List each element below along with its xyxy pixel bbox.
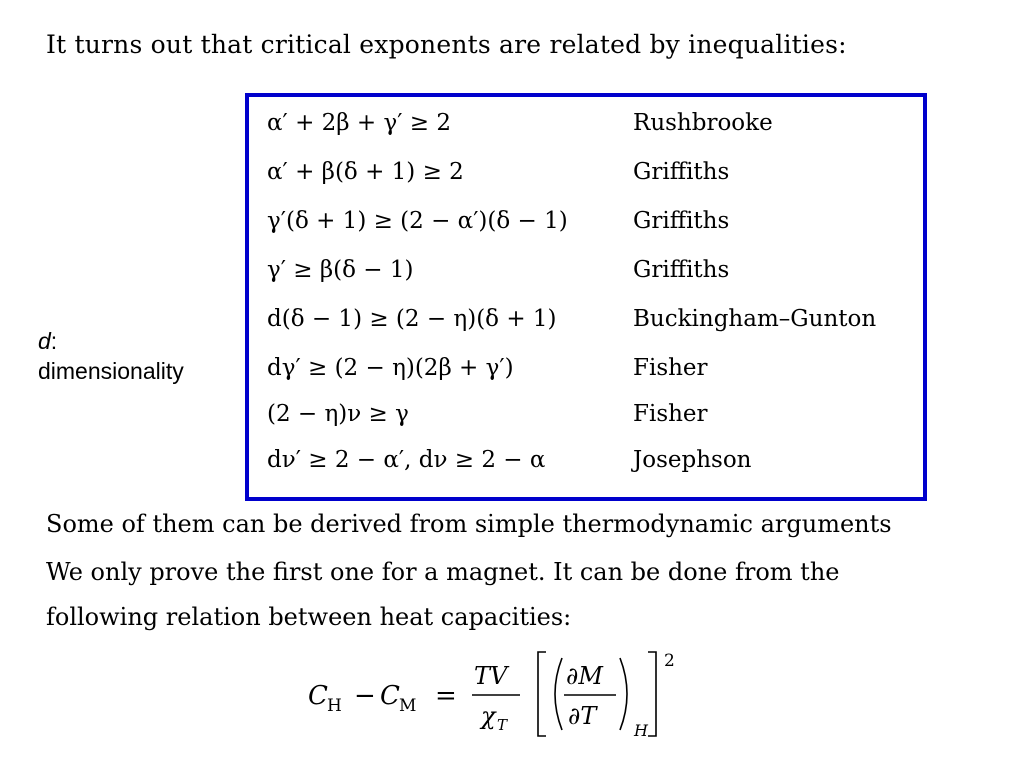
inequality-name: Fisher [633, 355, 708, 381]
dimension-colon: : [50, 328, 58, 354]
dimensionality-label: dimensionality [38, 358, 184, 384]
inequality-name: Josephson [633, 447, 752, 473]
body-line-3: following relation between heat capacities: [46, 603, 572, 631]
body-line-2: We only prove the first one for a magnet. It can be done from the [46, 558, 840, 586]
inequality-row-buckingham-gunton [249, 299, 923, 339]
dimensionality-symbol-line [38, 326, 184, 356]
inequality-row-griffiths-3 [249, 250, 923, 290]
dimension-symbol: d [38, 328, 51, 354]
inequality-name: Rushbrooke [633, 110, 773, 136]
inequality-formula: (2 − η)ν ≥ γ [267, 401, 409, 427]
eq-left-bracket [538, 652, 546, 736]
inequality-row-josephson [249, 440, 923, 480]
slide-title: It turns out that critical exponents are related by inequalities: [46, 30, 847, 59]
inequality-name: Griffiths [633, 257, 730, 283]
eq-left-paren [555, 658, 562, 730]
eq-held-constant: H [634, 721, 648, 740]
eq-right-paren [620, 658, 627, 730]
inequality-row-griffiths-2 [249, 201, 923, 241]
eq-derivative-numerator: ∂M [566, 662, 603, 690]
body-line-1: Some of them can be derived from simple thermodynamic arguments [46, 510, 892, 538]
inequality-name: Griffiths [633, 159, 730, 185]
eq-frac-numerator: TV [474, 662, 508, 690]
inequality-row-griffiths-1 [249, 152, 923, 192]
eq-derivative-denominator: ∂T [568, 702, 597, 730]
inequality-name: Buckingham–Gunton [633, 306, 877, 332]
eq-frac-denominator-subscript: T [497, 716, 508, 734]
eq-power: 2 [664, 651, 675, 671]
inequality-formula: dγ′ ≥ (2 − η)(2β + γ′) [267, 355, 514, 381]
inequality-name: Griffiths [633, 208, 730, 234]
inequality-formula: d(δ − 1) ≥ (2 − η)(δ + 1) [267, 306, 557, 332]
eq-frac-denominator: χ [481, 702, 496, 730]
heat-capacity-equation [300, 646, 720, 746]
eq-minus: − [354, 681, 376, 711]
eq-c-h-subscript: H [327, 696, 342, 716]
inequality-formula: α′ + β(δ + 1) ≥ 2 [267, 159, 464, 185]
eq-c-m-subscript: M [399, 696, 417, 716]
eq-c-m: C [380, 681, 400, 711]
eq-equals: = [435, 681, 457, 711]
inequality-formula: α′ + 2β + γ′ ≥ 2 [267, 110, 451, 136]
inequality-row-fisher-2 [249, 394, 923, 434]
inequality-formula: dν′ ≥ 2 − α′, dν ≥ 2 − α [267, 447, 546, 473]
inequality-name: Fisher [633, 401, 708, 427]
inequality-row-fisher-1 [249, 348, 923, 388]
dimensionality-note [38, 326, 184, 386]
inequality-formula: γ′(δ + 1) ≥ (2 − α′)(δ − 1) [267, 208, 568, 234]
inequality-formula: γ′ ≥ β(δ − 1) [267, 257, 414, 283]
eq-right-bracket [648, 652, 656, 736]
inequalities-box [245, 93, 927, 501]
inequality-row-rushbrooke [249, 103, 923, 143]
eq-c-h: C [308, 681, 328, 711]
